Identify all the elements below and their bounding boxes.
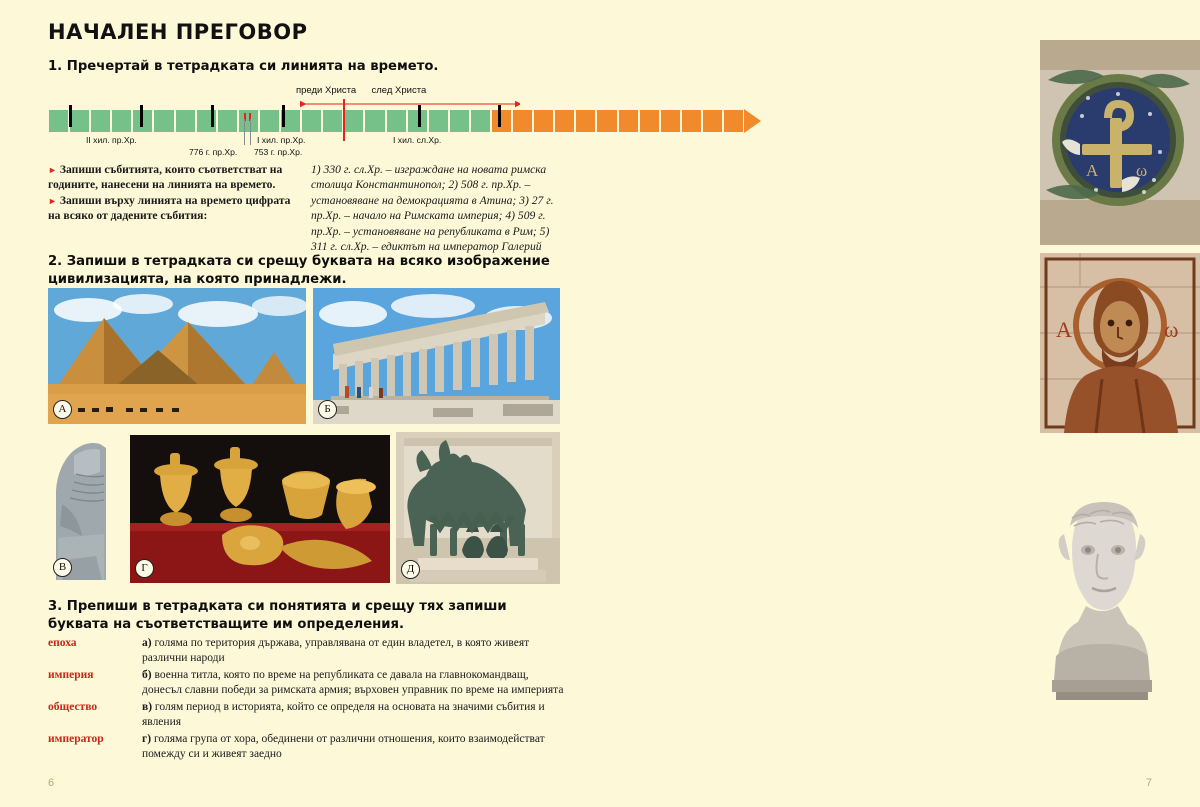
vocab-letter: в): [142, 700, 153, 713]
timeline-caption-1st-mill-ad: I хил. сл.Хр.: [393, 135, 442, 145]
timeline-label-ad: след Христа: [371, 85, 427, 96]
chi-rho-mosaic-photo: [1040, 40, 1200, 245]
vocab-term: император: [48, 732, 104, 745]
capitoline-wolf-photo: [396, 432, 560, 584]
pyramids-of-giza-photo: [48, 288, 306, 424]
image-label-b: Б: [318, 400, 337, 419]
vocab-letter: а): [142, 637, 152, 649]
vocab-term: епоха: [48, 637, 77, 649]
vocab-term: империя: [48, 668, 94, 681]
svg-text:A: A: [1056, 317, 1072, 342]
timeline-tick: [498, 105, 501, 127]
table-row: [48, 700, 564, 730]
page-number-right: 7: [1145, 777, 1152, 789]
timeline-tick: [418, 105, 421, 127]
page-right: [600, 0, 1200, 807]
task-1-note-2: ► Запиши върху линията на времето цифрата на всяко от дадените събития:: [48, 193, 291, 223]
timeline-tick: [211, 105, 214, 127]
timeline-label-bc: преди Христа: [296, 85, 357, 96]
timeline-tick: [282, 105, 285, 127]
page-number-left: 6: [48, 777, 55, 789]
table-row: [48, 636, 564, 666]
triangle-bullet-icon: ►: [48, 165, 57, 175]
timeline-tick: [69, 105, 72, 127]
timeline-caption-2nd-mill-bc: II хил. пр.Хр.: [86, 135, 137, 145]
task-3-heading: 3. Препиши в тетрадката си понятията и срещу тях запиши буквата на съответстващите им определения.: [48, 599, 507, 633]
image-label-a: А: [53, 400, 72, 419]
table-row: [48, 732, 564, 762]
svg-text:ω: ω: [1136, 161, 1148, 180]
image-label-v: В: [53, 558, 72, 577]
task-1-heading: 1. Пречертай в тетрадката си линията на времето.: [48, 59, 439, 74]
christ-catacomb-fresco-photo: [1040, 253, 1200, 433]
vocab-term: общество: [48, 700, 98, 713]
vocab-letter: б): [142, 668, 152, 681]
parthenon-photo: [313, 288, 560, 424]
constantine-bust-photo: [1042, 492, 1162, 712]
vocab-definition: б) военна титла, която по време на републиката се давала на главнокомандващ, донесъл славни победи за римската армия; върховен управник по време на империята: [142, 668, 564, 696]
task-1-note-1: ► Запиши събитията, които съответстват на годините, нанесени на линията на времето.: [48, 163, 283, 192]
timeline-marker-776: 776 г. пр.Хр.: [189, 147, 238, 157]
vocab-definition: а) голяма по територия държава, управлявана от един владетел, в която живеят различни народи: [142, 637, 530, 664]
page-title: НАЧАЛЕН ПРЕГОВОР: [48, 20, 308, 44]
leader-line: [250, 119, 251, 145]
era-arrows-icon: [296, 99, 520, 109]
image-label-g: Г: [135, 559, 154, 578]
timeline-era-divider: [343, 99, 345, 141]
task-1-notes: [48, 162, 560, 254]
table-row: [48, 668, 564, 698]
vocab-table: [48, 636, 564, 764]
vocab-letter: г): [142, 732, 152, 745]
vocab-definition: г) голяма група от хора, обединени от различни отношения, които взаимодействат помежду си и живеят заедно: [142, 732, 545, 760]
timeline-era-labels: [296, 85, 556, 96]
assyrian-lamassu-photo: [48, 430, 106, 582]
timeline-tick: [140, 105, 143, 127]
task-2-heading: 2. Запиши в тетрадката си срещу буквата на всяко изображение цивилизацията, на която принадлежи.: [48, 254, 550, 288]
thracian-gold-treasure-photo: [130, 435, 390, 583]
timeline-caption-1st-mill-bc: I хил. пр.Хр.: [257, 135, 306, 145]
image-label-d: Д: [401, 560, 420, 579]
timeline-marker-753: 753 г. пр.Хр.: [254, 147, 303, 157]
timeline-diagram: [48, 85, 558, 157]
leader-line: [244, 119, 245, 145]
svg-text:A: A: [1086, 161, 1099, 180]
svg-text:ω: ω: [1164, 317, 1179, 342]
task-1-events-list: 1) 330 г. сл.Хр. – изграждане на новата римска столица Константинопол; 2) 508 г. пр.Хр. – установяване на демокрацията в Атина; 3) 27 г. пр.Хр. – начало на Римската империя; 4) 509 г. пр.Хр. – установяване на републиката в Рим; 5) 311 г. сл.Хр. – едиктът на император Галерий: [311, 163, 554, 254]
vocab-definition: в) голям период в историята, който се определя на основата на значими събития и явления: [142, 700, 545, 728]
triangle-bullet-icon: ►: [48, 195, 57, 206]
